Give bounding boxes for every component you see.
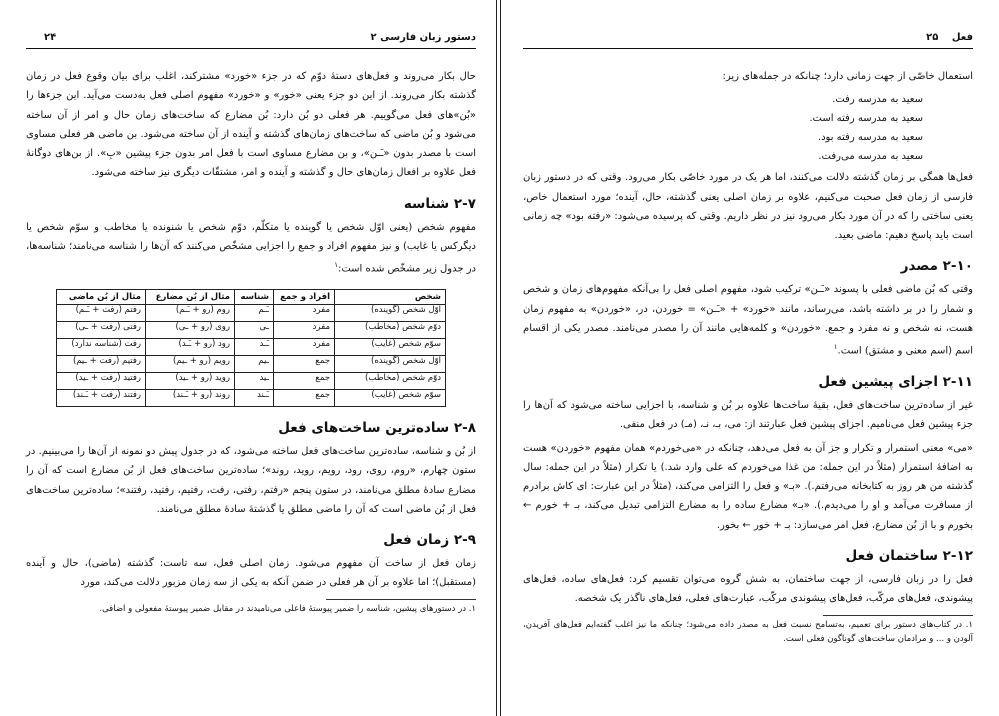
example-sentence: سعید به مدرسه رفته است.	[809, 113, 923, 125]
example-sentence: سعید به مدرسه رفته بود.	[817, 132, 923, 144]
left-running-title: دستور زبان فارسی ۲	[370, 31, 476, 43]
after-examples-paragraph: فعل‌ها همگی بر زمان گذشته دلالت می‌کنند، اما هر یک در مورد خاصّی بکار می‌رود. وقتی که در دستور زبان فارسی از زمان فعل صحبت می‌کنیم، علاوه بر زمان اصلی یعنی گذشته، حال، آینده؛ مورد استعمال خاص، یعنی ساختی را که در آن مورد بکار می‌رود نیز در نظر داریم. وقتی که پرسیده می‌شود: «رفته بود» چه زمانی است باید پاسخ دهیم: ماضی بعید.	[523, 172, 973, 242]
table-cell: روید (رو + ـید)	[146, 373, 235, 390]
table-cell: اوّل شخص (گوینده)	[335, 305, 446, 322]
table-cell: رفتی (رفت + ـی)	[57, 322, 146, 339]
left-intro-paragraph: حال بکار می‌روند و فعل‌های دستهٔ دوّم که در جزء «خورد» مشترکند، اغلب برای بیان وقوع فعل در زمان گذشته بکار می‌روند. از این دو جزء یعنی «خور» و «خورد» مفهوم اصلی فعل به‌دست می‌آید. این جزءها را «بُن‌»های فعل می‌گوییم. هر فعلی دو بُن دارد: بُن مضارع که ساخت‌های زمان حال و امر از آن ساخته می‌شود و بُن ماضی که ساخت‌های زمان‌های گذشته و آینده از آن ساخته می‌شود. بن ماضی هر فعلی مساوی است با مصدر بدون «ـَـن»، و بن مضارع مساوی است با فعل امر بدون جزء پیشین «بِ». از بن‌های دوگانهٔ فعل علاوه بر افعال زمان‌های حال و گذشته و آینده و امر، مشتقّات دیگری نیز ساخته می‌شود.	[26, 71, 476, 179]
section-8-text: از بُن و شناسه، ساده‌ترین ساخت‌های فعل ساخته می‌شود، که در جدول پیش دو نمونه از آن‌ها را می‌بینیم. در ستون چهارم، «روم، روی، رود، رویم، روید، روند»؛ ساده‌ترین ساخت‌های فعل از بُن مضارع است که آن را مضارع سادهٔ مطلق می‌نامند، در ستون پنجم «رفتم، رفتی، رفت، رفتیم، رفتید، رفتند»؛ ساده‌ترین ساخت‌های فعل از بُن ماضی است که آن را ماضی مطلق یا گذشتهٔ سادهٔ مطلق می‌نامند.	[26, 446, 476, 515]
table-row	[57, 322, 446, 339]
section-11-text: غیر از ساده‌ترین ساخت‌های فعل، بقیهٔ ساخت‌ها علاوه بر بُن و شناسه، با اجزایی ساخته می‌شود که آن‌ها را جزء پیشین فعل می‌نامیم. اجزای پیشین فعل عبارتند از: می، بـ، نـ، (مـ) در فعل منفی.	[523, 400, 973, 431]
left-page-header	[26, 30, 476, 44]
table-cell: ـید	[235, 373, 274, 390]
section-7-title: ۲-۷ شناسه	[403, 195, 476, 212]
table-cell: رفتید (رفت + ـید)	[57, 373, 146, 390]
left-header-rule	[26, 48, 476, 49]
shenase-table	[56, 289, 446, 407]
right-footnote: ۱. در کتاب‌های دستور برای تعمیم، به‌تسامح نسبت فعل به مصدر داده می‌شود؛ چنانکه ما نیز اغلب گفته‌ایم فعل‌های آفریدن، آلودن و ... و مرادمان ساخت‌های گوناگون فعلی است.	[523, 619, 973, 644]
footnote-marker: ۱	[833, 343, 838, 352]
table-cell: جمع	[274, 390, 335, 407]
right-page-header	[523, 30, 973, 44]
table-row	[57, 339, 446, 356]
table-cell: رفت (شناسه ندارد)	[57, 339, 146, 356]
table-cell: روم (رو + ـَـم)	[146, 305, 235, 322]
table-cell: ـَـد	[235, 339, 274, 356]
footnote-rule	[823, 615, 973, 616]
right-section-label: فعل ۲۵	[926, 31, 973, 43]
table-header: مثال از بُن ماضی	[57, 290, 146, 305]
table-cell: اوّل شخص (گوینده)	[335, 356, 446, 373]
section-9-title: ۲-۹ زمان فعل	[383, 532, 476, 549]
table-header: افراد و جمع	[274, 290, 335, 305]
table-row	[57, 305, 446, 322]
table-row	[57, 356, 446, 373]
table-cell: مفرد	[274, 322, 335, 339]
right-header-rule	[523, 48, 973, 49]
right-intro-line: استعمال خاصّی از جهت زمانی دارد؛ چنانکه در جمله‌های زیر:	[722, 71, 973, 82]
table-cell: ـیم	[235, 356, 274, 373]
section-11-title: ۲-۱۱ اجزای پیشین فعل	[818, 374, 973, 390]
table-cell: رود (رو + ـَـد)	[146, 339, 235, 356]
table-cell: رویم (رو + ـیم)	[146, 356, 235, 373]
table-cell: ـَـند	[235, 390, 274, 407]
table-cell: رفتم (رفت + ـَـم)	[57, 305, 146, 322]
right-page	[500, 0, 999, 716]
section-8-title: ۲-۸ ساده‌ترین ساخت‌های فعل	[278, 420, 476, 436]
example-sentence: سعید به مدرسه رفت.	[832, 94, 923, 106]
table-cell: دوّم شخص (مخاطب)	[335, 373, 446, 390]
section-9-text: زمان فعل از ساخت آن مفهوم می‌شود. زمان اصلی فعل، سه تاست: گذشته (ماضی)، حال و آینده (مستقبل)؛ اما علاوه بر آن هر فعلی در ضمن آنکه به یکی از سه زمان مزبور دلالت می‌کند، مورد	[26, 558, 476, 589]
table-cell: ـَـم	[235, 305, 274, 322]
table-cell: سوّم شخص (غایب)	[335, 390, 446, 407]
table-cell: مفرد	[274, 339, 335, 356]
table-row	[57, 390, 446, 407]
left-page	[0, 0, 497, 716]
table-cell: سوّم شخص (غایب)	[335, 339, 446, 356]
example-sentences	[523, 90, 923, 166]
table-header: شخص	[335, 290, 446, 305]
left-page-number: ۲۴	[44, 31, 57, 43]
table-cell: روند (رو + ـَـند)	[146, 390, 235, 407]
section-11-text-2: «می» معنی استمرار و تکرار و جز آن به فعل می‌دهد، چنانکه در «می‌خوردم» همان مفهوم «خوردن» هست به اضافهٔ استمرار (مثلاً در این جمله: من غذا می‌خوردم که علی وارد شد.) یا تکرار (مثلاً در این جمله: سال گذشته من هر روز به کتابخانه می‌رفتم.). «بـ» و فعل را التزامی می‌کند، (مثلاً در این عبارت: ای کاش برادرم از مسافرت می‌آمد و او را می‌دیدم.). «بـ» مضارع ساده را به مضارع التزامی تبدیل می‌کند، بـ + خورم ← بخورم و با از بُن مضارع، فعل امر می‌سازد: بـ + خور ← بخور.	[523, 442, 973, 531]
table-cell: روی (رو + ـی)	[146, 322, 235, 339]
table-cell: دوّم شخص (مخاطب)	[335, 322, 446, 339]
table-cell: ـی	[235, 322, 274, 339]
section-7-text: مفهوم شخص (یعنی اوّل شخص یا گوینده یا متکلّم، دوّم شخص یا شنونده یا مخاطب و سوّم شخص یا دیگرکس یا غایب) و نیز مفهوم افراد و جمع را اجزایی مشخّص می‌کنند که آن‌ها را شناسه می‌نامند؛ شناسه‌ها، در جدول زیر مشخّص شده است:$^۱$	[26, 221, 476, 275]
table-cell: جمع	[274, 373, 335, 390]
table-cell: جمع	[274, 356, 335, 373]
section-10-title: ۲-۱۰ مصدر	[900, 258, 973, 275]
left-footnote: ۱. در دستورهای پیشین، شناسه را ضمیر پیوستهٔ فاعلی می‌نامیدند در مقابل ضمیر پیوستهٔ مفعولی و اضافی.	[99, 603, 476, 614]
footnote-rule	[326, 599, 476, 600]
table-row	[57, 373, 446, 390]
table-header: شناسه	[235, 290, 274, 305]
table-header-row	[57, 290, 446, 305]
section-10-text: وقتی که بُن ماضی فعلی با پسوند «ـَـن» ترکیب شود، مفهوم اصلی فعل را بی‌آنکه مفهوم‌های زمان و شخص و شمار را در بر داشته باشد، می‌رساند، مانند «خورد» + «ـَـن» = خوردن، در، «خوردن» به مفهوم زمان هست، نه شخص و نه مفرد و جمع. «خوردن» و کلمه‌هایی مانند آن را مصدر می‌نامند. مصدر یکی از اقسام اسم (اسم معنی و مشتق) است.$^۱$	[523, 284, 973, 357]
table-header: مثال از بُن مضارع	[146, 290, 235, 305]
table-cell: رفتیم (رفت + ـیم)	[57, 356, 146, 373]
table-cell: مفرد	[274, 305, 335, 322]
right-page-number: ۲۵	[926, 31, 939, 43]
table-cell: رفتند (رفت + ـَـند)	[57, 390, 146, 407]
section-12-title: ۲-۱۲ ساختمان فعل	[845, 548, 973, 565]
footnote-marker: ۱	[334, 261, 338, 270]
section-12-text: فعل را در زبان فارسی، از جهت ساختمان، به شش گروه می‌توان تقسیم کرد: فعل‌های ساده، فعل‌های پیشوندی، فعل‌های مرکّب، فعل‌های پیشوندی مرکّب، عبارت‌های فعلی، فعل‌های ناگذر یک شخصه.	[523, 574, 973, 605]
example-sentence: سعید به مدرسه می‌رفت.	[818, 151, 923, 163]
